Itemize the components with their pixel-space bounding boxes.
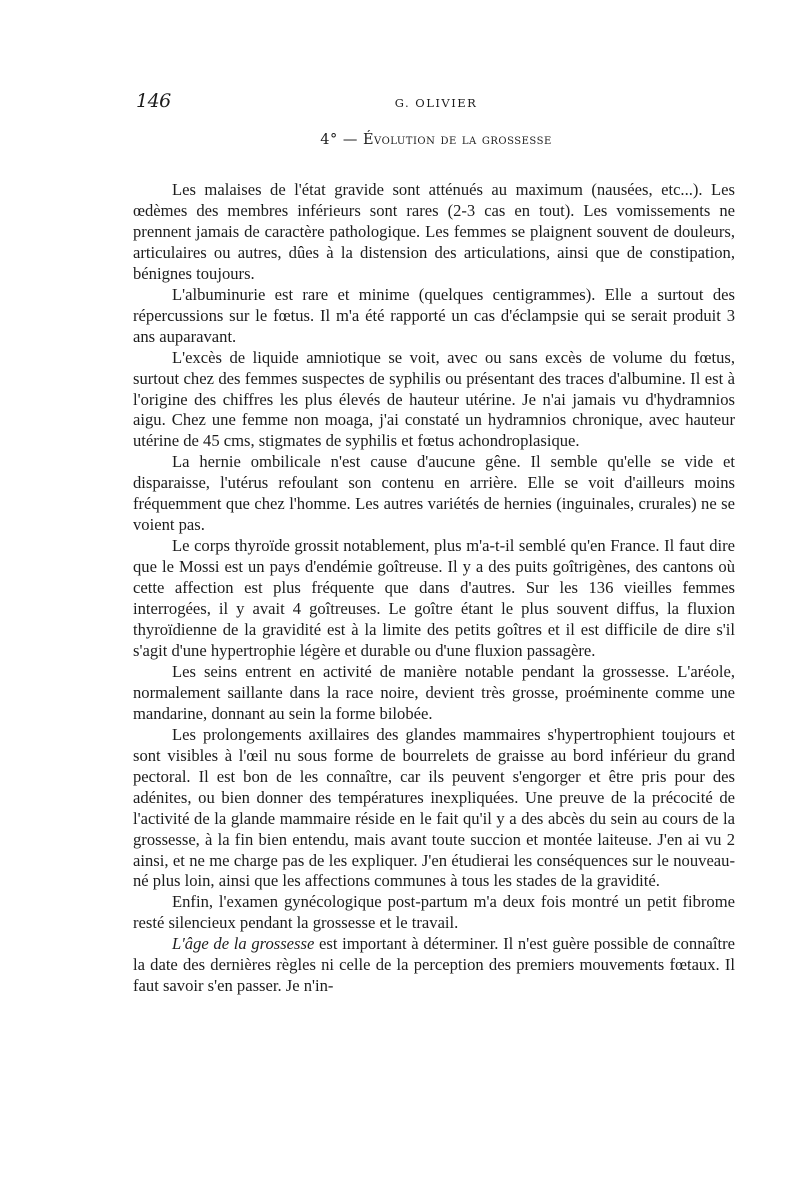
page-header [136, 90, 736, 114]
page-number: 146 [136, 90, 171, 112]
section-number: 4° [320, 132, 338, 148]
italic-lead: L'âge de la grossesse [172, 934, 315, 954]
paragraph-prolongements: Les prolongements axillaires des glandes mammaires s'hypertrophient toujours et sont visibles à l'œil nu sous forme de bourrelets de graisse au bord inférieur du grand pectoral. Il est bon de les connaître, car ils peuvent s'engorger et être pris pour des adénites, ou bien donner des températures inexpliquées. Une preuve de la précocité de l'activité de la glande mammaire réside en le fait qu'il y a des abcès du sein au cours de la grossesse, à la fin bien entendu, mais avant toute succion et montée laiteuse. J'en ai vu 2 ainsi, et ne me charge pas de les expliquer. J'en étudierai les conséquences sur le nouveau-né plus loin, ainsi que les affections communes à tous les stades de la gravidité. [133, 724, 735, 891]
paragraph-hydramnios: L'excès de liquide amniotique se voit, avec ou sans excès de volume du fœtus, surtout chez des femmes suspectes de syphilis ou présentant des traces d'albumine. Il est à l'origine des chiffres les plus élevés de hauteur utérine. Je n'ai jamais vu d'hydramnios aigu. Chez une femme non moaga, j'ai constaté un hydramnios chronique, avec hauteur utérine de 45 cms, stigmates de syphilis et fœtus achondroplasique. [133, 347, 735, 451]
paragraph-hernie: La hernie ombilicale n'est cause d'aucune gêne. Il semble qu'elle se vide et disparaisse, l'utérus refoulant son contenu en arrière. Elle se voit d'ailleurs moins fréquemment que chez l'homme. Les autres variétés de hernies (inguinales, crurales) ne se voient pas. [133, 452, 735, 535]
paragraph-thyroide: Le corps thyroïde grossit notablement, plus m'a-t-il semblé qu'en France. Il faut dire que le Mossi est un pays d'endémie goîtreuse. Il y a des puits goîtrigènes, des cantons où cette affection est plus fréquente que dans d'autres. Sur les 136 vieilles femmes interrogées, il y avait 4 goîtreuses. Le goître étant le plus souvent diffus, la fluxion thyroïdienne de la gravidité est à la limite des petits goîtres et il est difficile de dire s'il s'agit d'une hypertrophie légère et durable ou d'une fluxion passagère. [133, 536, 735, 660]
paragraph-seins: Les seins entrent en activité de manière notable pendant la grossesse. L'aréole, normalement saillante dans la race noire, devient très grosse, proéminente comme une mandarine, donnant au sein la forme bilobée. [133, 661, 735, 723]
paragraph-malaises: Les malaises de l'état gravide sont atténués au maximum (nausées, etc...). Les œdèmes des membres inférieurs sont rares (2-3 cas en tout). Les vomissements ne prennent jamais de caractère pathologique. Les femmes se plaignent souvent de douleurs, articulaires ou autres, dûes à la distension des articulations, ainsi que de constipation, bénignes toujours. [133, 180, 735, 283]
paragraph-age-grossesse-text: est important à déterminer. Il n'est guère possible de connaître la date des dernières règles ni celle de la perception des premiers mouvements fœtaux. Il faut savoir s'en passer. Je n'in- [133, 934, 735, 996]
paragraph-fibrome: Enfin, l'examen gynécologique post-partum m'a deux fois montré un petit fibrome resté silencieux pendant la grossesse et le travail. [133, 892, 735, 933]
section-dash: — [342, 132, 358, 148]
paragraph-age-grossesse [133, 934, 735, 997]
running-head-author: G. OLIVIER [394, 96, 478, 110]
section-heading [136, 132, 736, 148]
section-title: Évolution de la grossesse [362, 132, 552, 148]
paragraph-albuminurie: L'albuminurie est rare et minime (quelques centigrammes). Elle a surtout des répercussions sur le fœtus. Il m'a été rapporté un cas d'éclampsie qui se serait produit 3 ans auparavant. [133, 284, 735, 346]
body-text [133, 180, 735, 997]
